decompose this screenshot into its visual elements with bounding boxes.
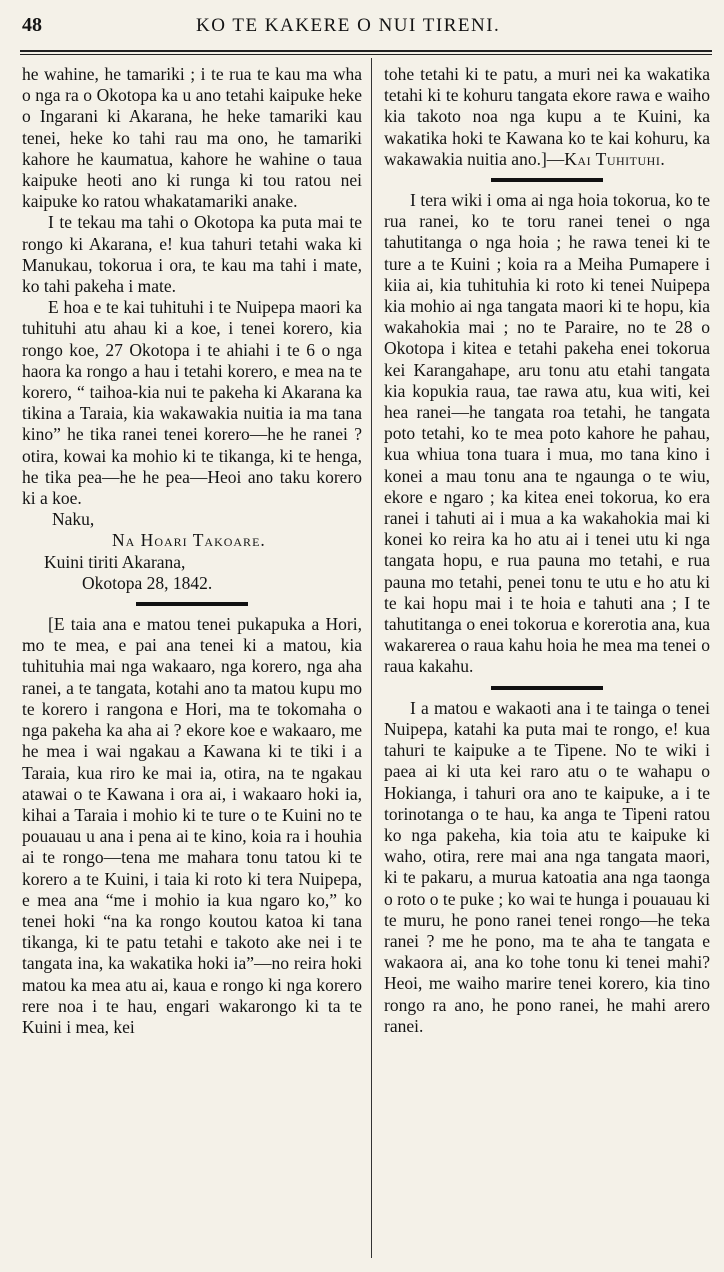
left-column [22,64,362,1038]
section-separator [136,602,248,606]
letter-paragraph: E hoa e te kai tuhituhi i te Nuipepa maori ka tuhituhi atu ahau ki a koe, i tenei korero, kia rongo koe, 27 Okotopa i te ahiahi i te 6 o nga haora ka rongo a hau i tetahi korero, e mea na te korero, “ taihoa-kia nui te pakeha ki Akarana ka tikina a Taraia, kia wakawakia nuitia ia ma tana kino” he tika ranei tenei korero—he he ranei ? otira, kowai ka mohio ki te tikanga, ki te henga, he tika pea—he he pea—Heoi ano taku korero ki a koe. [22,297,362,509]
right-column [384,64,710,1037]
running-title: KO TE KAKERE O NUI TIRENI. [196,15,501,36]
editorial-attribution: Kai Tuhituhi. [564,148,666,169]
letter-author: Na Hoari Takoare. [112,530,266,551]
header-rule [20,50,712,55]
letter-address: Kuini tiriti Akarana, [44,551,186,572]
section-separator [491,686,603,690]
page-number: 48 [22,14,42,36]
article-paragraph: I te tekau ma tahi o Okotopa ka puta mai te rongo ki Akarana, e! kua tahuri tetahi waka ki Manukau, tokorua i ora, te kau ma tahi i mate, ko tahi pakeha i mate. [22,212,362,297]
section-separator [491,178,603,182]
editorial-paragraph: [E taia ana e matou tenei pukapuka a Hori, mo te mea, e pai ana tenei ki a matou, kia tuhituhia mai nga wakaaro, nga korero, nga aha ranei, a te tangata, kotahi ano ta matou kupu mo te korero i rangona e Hori, ma te tokomaha o nga pakeha ka aha ai ? ekore koe e wakaaro, me he mea i wai ngakau a Kawana ki te tiki i a Taraia, kua riro ke mai ia, otira, na te ngakau atawai o te Kawana i ora ai, i wakaaro hoki ia, kihai a Taraia i mohio ki te ture o te Kuini no te pouauau u ana i pena ai te kino, koia ra i houhia ai te rongo—tena me mahara tonu tatou ki te korero a te Kuini, i taia ki roto ki tera Nuipepa, e mea ana “me i mohio ia kua ngaro ko,” ko tenei hoki “na ka rongo koutou katoa ki tana tikanga, ki te patu tetahi e takoto ake nei i te tangata ina, ka wakatika hoki ia”—no reira hoki matou ka mea atu ai, kaua e rongo ki nga korero rere noa i te hau, engari wakarongo ki ta te Kuini i mea, kei [22,614,362,1037]
letter-sign-off: Naku, [52,509,95,530]
column-divider [371,58,372,1258]
article-paragraph: he wahine, he tamariki ; i te rua te kau ma wha o nga ra o Okotopa ka u ano tetahi kaipuke heke o Ingarani ki Akarana, he heke tamariki kau tenei, heke ko tahi rau ma ono, he tamariki kahore he kaumatua, kahore he wahine o taua kaipuke heoti ano ki runga ki tou ratou nei kaipuke ko ratou whakatamariki anake. [22,64,362,212]
page-header [22,14,710,44]
article-paragraph: I a matou e wakaoti ana i te tainga o tenei Nuipepa, katahi ka puta mai te rongo, e! kua tahuri te kaipuke a te Tipene. No te wiki i paea ai ki uta kei raro atu o te wahapu o Hokianga, i tahuri ora ano te kaipuke, a i te torinotanga o te hau, ka anga te Tipeni ratou ko nga pakeha, kia toia atu te kaipuke ki waho, otira, rere mai ana nga tangata maori, ki te pakaru, a murua katoatia ana nga taonga o roto o te puke ; ko wai te hunga i pouauau ki te muru, he pono ranei tenei rongo—he teka ranei ? me he pono, ma te aha te tangata e wakaora ai, ana ko tohe tonu ki tenei mahi? Heoi, me waiho marire tenei korero, kia tino rongo ra ano, he pono ranei, he mahi arero ranei. [384,697,710,1036]
editorial-paragraph-continued [384,64,710,170]
article-paragraph: I tera wiki i oma ai nga hoia tokorua, ko te rua ranei, ko te toru ranei tenei o nga tahutitanga o nga hoia ; he rawa tenei ki te ture a te Kuini ; koia ra a Meiha Pumapere i kiia ai, kia tuhituhia ki roto ki tenei Nuipepa kia mohio ai nga tangata maori ki te hopu, kia wakahokia mai ; no te Paraire, no te 28 o Okotopa i kitea e tetahi pakeha enei tokorua kei Karangahape, aru tonu atu etahi tangata kia kopukia raua, tae rawa atu, kua witi, kei hea ranei—he tangata roa tetahi, he tangata poto tetahi, ko te mea poto kahore he pahau, kua whiua tona tuara i mua, mo tana kino i konei a mau tonu ana te ngaunga o te wiu, ekore e ngaro ; ka kitea enei tokorua, ko era ranei i tahuti ai i mua a ka wakahokia mai ki konei ko reira ka ho atu ai i tenei utu ki nga tangata hopu, e rua pauna mo tetahi, e rua pauna mo tetahi, penei tonu te utu e ho atu ki te kai hopu mai i te hoia e tahuti ana ; I te tahutitanga o enei tokorua e korerotia ana, kua wakarerea o raua kahu hoia he mea ma tenei o raua kakahu. [384,190,710,677]
editorial-text: tohe tetahi ki te patu, a muri nei ka wakatika tetahi ki te kohuru tangata ekore rawa e waiho kia takoto noa nga kupu a te Kuini, ka wakatika hoki te Kawana ko te kai kohuru, ka wakawakia nuitia ano.]— [384,64,710,169]
letter-date: Okotopa 28, 1842. [82,572,213,593]
